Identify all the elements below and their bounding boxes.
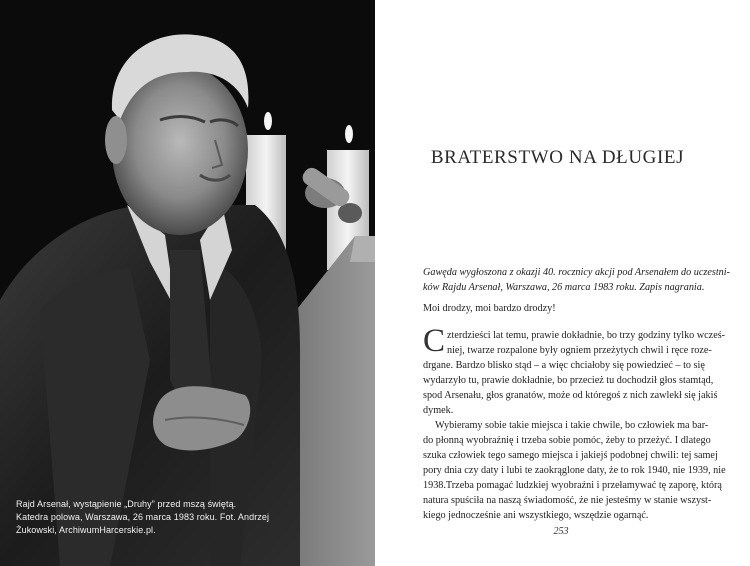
intro-line-2: ków Rajdu Arsenał, Warszawa, 26 marca 1983 roku. Zapis nagrania. [423, 282, 705, 293]
body-line: dymek. [423, 405, 454, 416]
chapter-intro [423, 265, 731, 295]
body-line: niej, twarze rozpalone były ogniem przeżytych chwil i ręce roze- [447, 345, 712, 356]
page-number: 253 [553, 526, 569, 537]
body-line: pory dnia czy daty i lubi te zaokrąglone daty, że to rok 1940, nie 1939, nie [423, 465, 726, 476]
body-line: szuka człowiek tego samego miejsca i jakiejś podobnej chwili: tej samej [423, 450, 718, 461]
body-line: 1938.Trzeba pomagać ludzkiej wyobraźni i przełamywać tę zaporę, którą [423, 480, 722, 491]
body-line: do płonną wyobraźnię i trzeba sobie pomóc, żeby to przeżyć. I dlatego [423, 435, 711, 446]
drop-cap: C [423, 323, 446, 359]
body-line: natura spuściła na naszą świadomość, że nie jesteśmy w stanie wszyst- [423, 495, 712, 506]
caption-line-1: Rajd Arsenał, wystąpienie „Druhy” przed mszą świętą. Katedra [16, 499, 237, 522]
body-line: zterdzieści lat temu, prawie dokładnie, bo trzy godziny tylko wcześ- [447, 330, 726, 341]
body-line: Wybieramy sobie takie miejsca i takie chwile, bo człowiek ma bar- [435, 420, 709, 431]
chapter-title: BRATERSTWO NA DŁUGIEJ [430, 147, 685, 168]
body-line: wydarzyło tu, prawie dokładnie, bo przecież tu dochodził głos stamtąd, [423, 375, 714, 386]
caption-line-2: polowa, Warszawa, 26 marca 1983 roku. Fot. Andrzej Żukowski, [16, 512, 270, 535]
photo-caption [16, 498, 271, 537]
text-page [375, 0, 750, 566]
body-line: drgane. Bardzo blisko stąd – a więc chciałoby się powiedzieć – to się [423, 360, 705, 371]
greeting: Moi drodzy, moi bardzo drodzy! [423, 303, 556, 314]
intro-line-1: Gawęda wygłoszona z okazji 40. rocznicy akcji pod Arsenałem do uczestni- [423, 267, 731, 278]
caption-line-3: ArchiwumHarcerskie.pl. [59, 525, 156, 535]
body-line: spod Arsenału, głos granatów, może od któregoś z nich zawlekł się jakiś [423, 390, 718, 401]
body-line: kiego jednocześnie ani wszystkiego, wszędzie ogarnąć. [423, 510, 649, 521]
body-text [423, 328, 726, 523]
